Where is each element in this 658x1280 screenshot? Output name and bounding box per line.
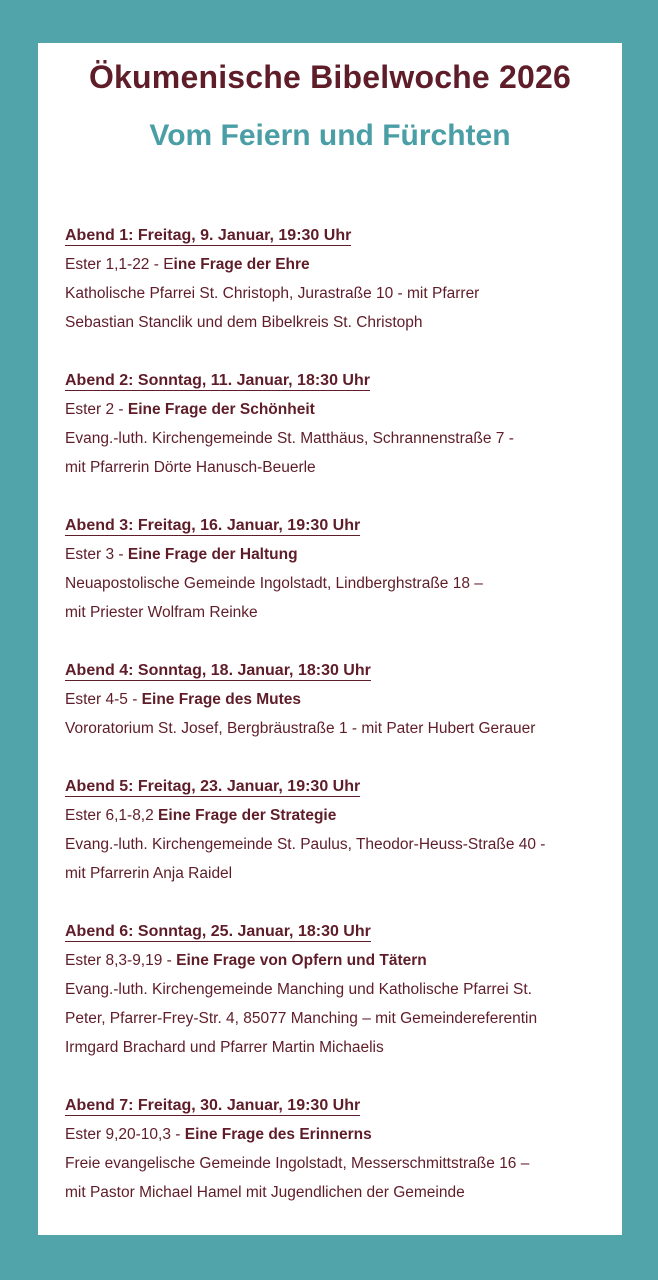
flyer-card — [38, 43, 622, 1235]
event-heading — [65, 221, 615, 250]
event-passage-line — [65, 395, 615, 424]
event-heading-text: Abend 5: Freitag, 23. Januar, 19:30 Uhr — [65, 778, 361, 795]
event-passage: Ester 2 - — [65, 401, 128, 418]
event-passage-line — [65, 250, 615, 279]
event-heading — [65, 656, 615, 685]
event-passage: Ester 3 - — [65, 546, 128, 563]
event-entry — [65, 511, 615, 627]
event-heading — [65, 917, 615, 946]
event-heading — [65, 511, 615, 540]
event-venue-line: Neuapostolische Gemeinde Ingolstadt, Lindberghstraße 18 – — [65, 575, 483, 592]
event-entry — [65, 772, 615, 888]
event-passage-line — [65, 540, 615, 569]
event-venue-line: Peter, Pfarrer-Frey-Str. 4, 85077 Manching – mit Gemeindereferentin — [65, 1010, 538, 1027]
event-topic: Eine Frage der Schönheit — [127, 401, 315, 418]
event-entry — [65, 366, 615, 482]
event-venue-line: mit Pfarrerin Dörte Hanusch-Beuerle — [65, 459, 316, 476]
event-passage: Ester 8,3-9,19 - — [65, 952, 177, 969]
event-venue-line: Vororatorium St. Josef, Bergbräustraße 1 - mit Pater Hubert Gerauer — [65, 720, 536, 737]
event-entry — [65, 221, 615, 337]
event-heading — [65, 1091, 615, 1120]
page-subtitle: Vom Feiern und Fürchten — [149, 119, 511, 152]
event-venue-line: Freie evangelische Gemeinde Ingolstadt, Messerschmittstraße 16 – — [65, 1155, 530, 1172]
event-entry — [65, 1091, 615, 1207]
event-heading-text: Abend 2: Sonntag, 11. Januar, 18:30 Uhr — [65, 372, 370, 389]
event-venue-line: mit Pfarrerin Anja Raidel — [65, 865, 233, 882]
event-heading-text: Abend 1: Freitag, 9. Januar, 19:30 Uhr — [65, 227, 352, 244]
event-topic: Eine Frage von Opfern und Tätern — [176, 952, 427, 969]
event-heading — [65, 366, 615, 395]
event-heading-text: Abend 3: Freitag, 16. Januar, 19:30 Uhr — [65, 517, 361, 534]
event-topic: ine Frage der Ehre — [173, 256, 310, 273]
event-passage: Ester 4-5 - — [65, 691, 142, 708]
event-heading — [65, 772, 615, 801]
event-venue-line: Katholische Pfarrei St. Christoph, Jurastraße 10 - mit Pfarrer — [65, 285, 480, 302]
event-list — [65, 221, 615, 1236]
event-venue-line: mit Pastor Michael Hamel mit Jugendlichen der Gemeinde — [65, 1184, 465, 1201]
event-passage: Ester 6,1-8,2 — [65, 807, 159, 824]
event-passage: Ester 9,20-10,3 - — [65, 1126, 185, 1143]
event-heading-text: Abend 7: Freitag, 30. Januar, 19:30 Uhr — [65, 1097, 361, 1114]
event-venue-line: Sebastian Stanclik und dem Bibelkreis St. Christoph — [65, 314, 423, 331]
event-passage: Ester 1,1-22 - E — [65, 256, 174, 273]
event-topic: Eine Frage der Haltung — [127, 546, 298, 563]
event-topic: Eine Frage der Strategie — [158, 807, 337, 824]
event-venue-line: Irmgard Brachard und Pfarrer Martin Michaelis — [65, 1039, 384, 1056]
event-passage-line — [65, 946, 615, 975]
event-passage-line — [65, 801, 615, 830]
event-topic: Eine Frage des Mutes — [141, 691, 302, 708]
page-title: Ökumenische Bibelwoche 2026 — [88, 59, 572, 95]
event-venue-line: Evang.-luth. Kirchengemeinde Manching und Katholische Pfarrei St. — [65, 981, 532, 998]
event-entry — [65, 656, 615, 743]
event-venue-line: Evang.-luth. Kirchengemeinde St. Matthäus, Schrannenstraße 7 - — [65, 430, 514, 447]
event-entry — [65, 917, 615, 1062]
event-venue-line: Evang.-luth. Kirchengemeinde St. Paulus, Theodor-Heuss-Straße 40 - — [65, 836, 546, 853]
event-heading-text: Abend 6: Sonntag, 25. Januar, 18:30 Uhr — [65, 923, 371, 940]
event-venue-line: mit Priester Wolfram Reinke — [65, 604, 258, 621]
event-heading-text: Abend 4: Sonntag, 18. Januar, 18:30 Uhr — [65, 662, 371, 679]
event-passage-line — [65, 685, 615, 714]
event-passage-line — [65, 1120, 615, 1149]
event-topic: Eine Frage des Erinnerns — [184, 1126, 372, 1143]
